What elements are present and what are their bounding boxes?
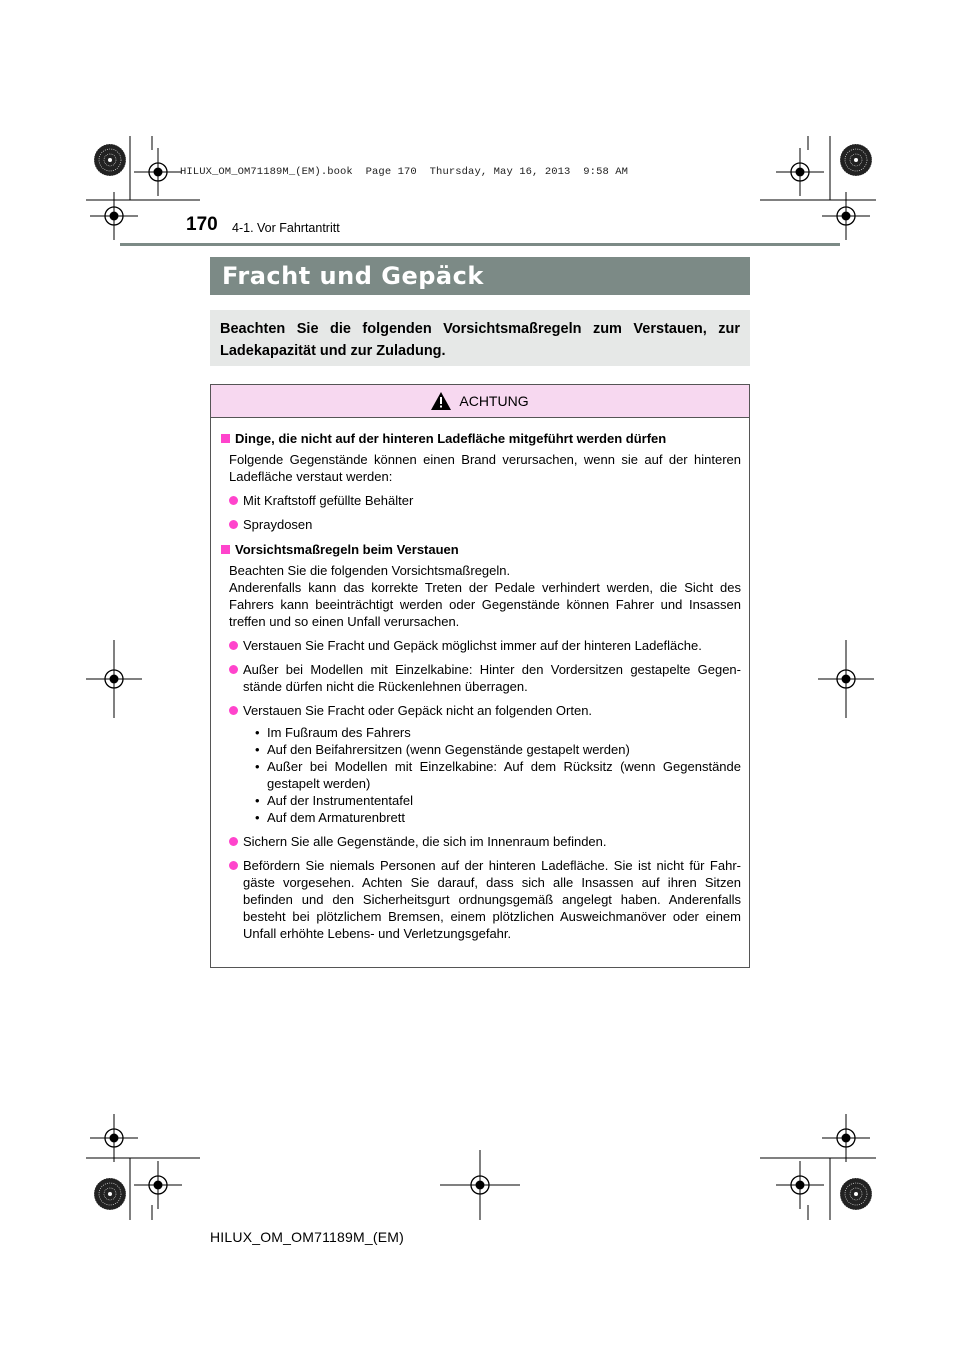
header-rule <box>120 243 840 246</box>
sub-list-item-text: Auf der Instrumententafel <box>267 793 413 808</box>
warning-body <box>211 418 749 942</box>
sub-list-item-text: Im Fußraum des Fahrers <box>267 725 411 740</box>
circle-bullet-icon <box>229 520 238 529</box>
registration-target-icon <box>134 148 182 196</box>
warning-paragraph: Beachten Sie die folgenden Vorsichtsmaßregeln. <box>229 563 511 578</box>
registration-target-icon <box>776 148 824 196</box>
registration-burst-icon <box>94 1178 126 1210</box>
registration-target-icon <box>90 192 138 240</box>
list-item-text: Verstauen Sie Fracht oder Gepäck nicht an folgenden Orten. <box>243 703 593 718</box>
sub-list-item: • Auf den Beifahrersitzen (wenn Gegenstände gestapelt werden) <box>255 741 741 758</box>
intro-box <box>210 310 750 366</box>
warning-header <box>211 385 749 418</box>
sub-list-item-text: Außer bei Modellen mit Einzelkabine: Auf dem Rücksitz (wenn Gegenstände gestapelt werden) <box>267 759 741 791</box>
heading-text: Vorsichtsmaßregeln beim Verstauen <box>235 542 459 557</box>
circle-bullet-icon <box>229 706 238 715</box>
title-bar <box>210 257 750 295</box>
sub-list-item: • Auf dem Armaturenbrett <box>255 809 741 826</box>
warning-triangle-icon <box>431 392 451 410</box>
list-item <box>221 833 741 850</box>
sub-list-item-text: Auf den Beifahrersitzen (wenn Gegenstände gestapelt werden) <box>267 742 630 757</box>
list-item <box>221 857 741 942</box>
list-item <box>221 661 741 695</box>
list-item <box>221 637 741 654</box>
list-item <box>221 702 741 719</box>
circle-bullet-icon <box>229 861 238 870</box>
registration-target-icon <box>776 1161 824 1209</box>
list-item <box>221 516 741 533</box>
registration-burst-icon <box>840 144 872 176</box>
page-number: 170 <box>186 214 218 235</box>
square-bullet-icon <box>221 434 230 443</box>
sub-list-item: • Auf der Instrumententafel <box>255 792 741 809</box>
list-item-text: Mit Kraftstoff gefüllte Behälter <box>243 493 414 508</box>
sub-list-item-text: Auf dem Armaturenbrett <box>267 810 406 825</box>
list-item-text: Befördern Sie niemals Personen auf der hinteren Ladefläche. Sie ist nicht für Fahr-gäste vorgesehen. Achten Sie darauf, dass sich alle Insassen auf ihren Sitzen befinden und den Sicherheitsgurt ordnungsgemäß angelegt haben. Anderenfalls besteht bei plötzlichem Bremsen, einem plötzlichen Ausweichmanöver oder einem Unfall erhöhte Lebens- und Verletzungsgefahr. <box>243 858 741 941</box>
registration-target-icon <box>822 1114 870 1162</box>
registration-burst-icon <box>94 144 126 176</box>
warning-label: ACHTUNG <box>459 393 529 409</box>
registration-target-icon <box>134 1161 182 1209</box>
list-item-text: Außer bei Modellen mit Einzelkabine: Hinter den Vordersitzen gestapelte Gegen-stände dürfen nicht die Rückenlehnen überragen. <box>243 662 741 694</box>
circle-bullet-icon <box>229 641 238 650</box>
warning-box <box>210 384 750 968</box>
heading-text: Dinge, die nicht auf der hinteren Ladefläche mitgeführt werden dürfen <box>235 431 667 446</box>
circle-bullet-icon <box>229 665 238 674</box>
footer-doc-id: HILUX_OM_OM71189M_(EM) <box>210 1229 404 1245</box>
warning-paragraph: Folgende Gegenstände können einen Brand verursachen, wenn sie auf der hinteren Ladefläche verstaut werden: <box>229 452 741 484</box>
warning-block-heading <box>221 430 741 447</box>
circle-bullet-icon <box>229 837 238 846</box>
warning-paragraph: Anderenfalls kann das korrekte Treten der Pedale verhindert werden, die Sicht des Fahrers kann beeinträchtigt werden oder Gegenstände können Fahrer und Insassen treffen und so einen Unfall verursachen. <box>229 580 741 629</box>
list-item-text: Spraydosen <box>243 517 313 532</box>
warning-block-heading <box>221 541 741 558</box>
section-label: 4-1. Vor Fahrtantritt <box>232 221 340 235</box>
list-item-text: Verstauen Sie Fracht und Gepäck möglichst immer auf der hinteren Ladefläche. <box>243 638 702 653</box>
sub-list-item: • Im Fußraum des Fahrers <box>255 724 741 741</box>
intro-text: Beachten Sie die folgenden Vorsichtsmaßregeln zum Verstauen, zur Ladekapazität und zur Zuladung. <box>220 321 740 359</box>
registration-target-icon <box>822 192 870 240</box>
registration-burst-icon <box>840 1178 872 1210</box>
square-bullet-icon <box>221 545 230 554</box>
sub-list-item: • Außer bei Modellen mit Einzelkabine: Auf dem Rücksitz (wenn Gegenstände gestapelt werden) <box>255 759 741 791</box>
print-book-line: HILUX_OM_OM71189M_(EM).book Page 170 Thursday, May 16, 2013 9:58 AM <box>180 166 629 178</box>
sub-list <box>221 724 741 826</box>
list-item-text: Sichern Sie alle Gegenstände, die sich im Innenraum befinden. <box>243 834 607 849</box>
list-item <box>221 492 741 509</box>
page-title: Fracht und Gepäck <box>222 262 484 290</box>
circle-bullet-icon <box>229 496 238 505</box>
registration-target-icon <box>90 1114 138 1162</box>
